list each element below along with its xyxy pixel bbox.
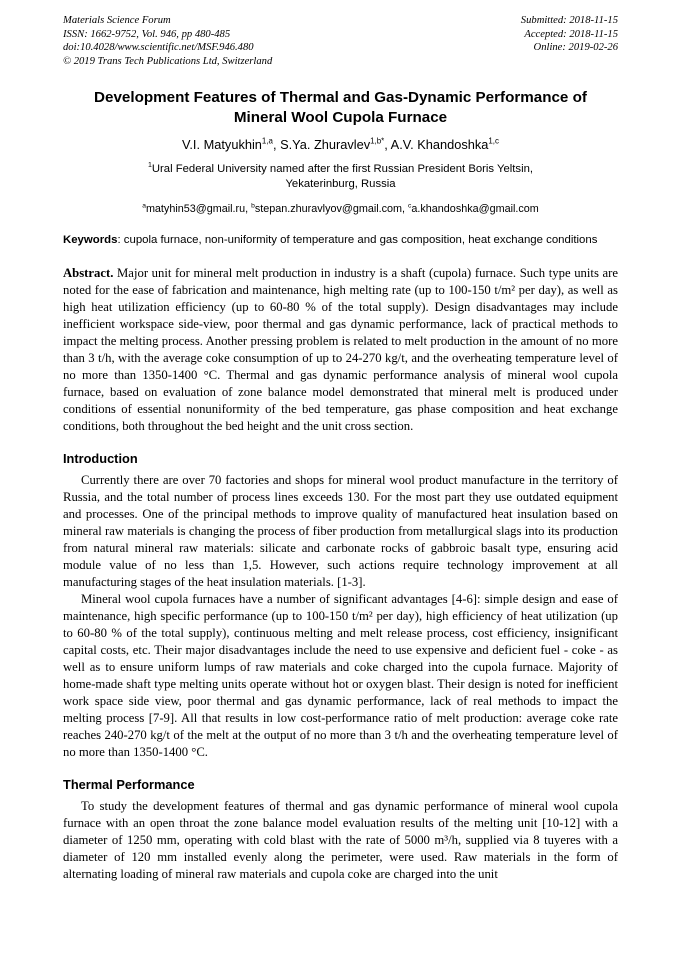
submission-dates	[521, 14, 618, 68]
emails-line	[63, 203, 618, 215]
email-a-address: matyhin53@gmail.ru	[145, 203, 246, 216]
journal-name: Materials Science Forum	[63, 15, 171, 26]
journal-copyright: © 2019 Trans Tech Publications Ltd, Switzerland	[63, 55, 273, 67]
journal-issn-volume: ISSN: 1662-9752, Vol. 946, pp 480-485	[63, 28, 231, 40]
author-2-separator: ,	[384, 137, 391, 153]
affiliation-sup: 1	[147, 162, 152, 170]
submitted-date: Submitted: 2018-11-15	[520, 15, 618, 26]
affiliation-text: Ural Federal University named after the first Russian President Boris Yeltsin, Yekaterinburg, Russia	[151, 163, 534, 191]
author-1-affiliation-sup: 1,a	[261, 137, 273, 147]
email-a-sup: a	[142, 202, 146, 210]
email-a-separator: ,	[245, 203, 252, 216]
author-3-name: A.V. Khandoshka	[390, 137, 489, 153]
email-b-separator: ,	[402, 203, 409, 216]
accepted-date: Accepted: 2018-11-15	[524, 28, 618, 40]
author-1	[182, 137, 280, 152]
abstract-label: Abstract.	[63, 265, 114, 280]
email-b	[251, 203, 408, 215]
abstract-text: Major unit for mineral melt production in industry is a shaft (cupola) furnace. Such type units are noted for the ease of fabrication and maintenance, high melting rate (up to 100-150 t/m² per day), as well as high heat utilization efficiency (up to 60-80 % of the total supply). Design disadvantages may include inefficient workspace side-view, poor thermal and gas dynamic performance, lack of practical methods to impact the melting process. Another pressing problem is related to melt production in the amount of no more than 3 t/h, with the average coke consumption of up to 24-270 kg/t, and the overheating temperature level of no more than 1350-1400 °C. Thermal and gas dynamic performance analysis of mineral wool cupola furnace, based on evaluation of zone balance model demonstrated that mineral melt is produced under conditions of essential nonuniformity of the bed temperature, gas phase composition and heat exchange conditions, both throughout the bed height and the unit cross section.	[63, 265, 619, 433]
email-b-sup: b	[251, 202, 255, 210]
journal-info	[63, 14, 272, 68]
section-heading-introduction: Introduction	[63, 450, 138, 466]
author-3-affiliation-sup: 1,c	[488, 137, 499, 147]
author-2-name: S.Ya. Zhuravlev	[280, 137, 371, 153]
journal-header	[63, 14, 618, 68]
abstract	[63, 265, 618, 435]
email-a	[142, 203, 251, 215]
author-3	[391, 137, 499, 152]
introduction-paragraph-1: Currently there are over 70 factories and shops for mineral wool product manufacture in the territory of Russia, and the total number of process lines exceeds 130. For the most part they use outdated equipment and processes. One of the principal methods to improve quality of manufactured heat insulation based on mineral raw materials is changing the process of fiber production from metallurgical slags into its production from natural mineral raw materials: silicate and carbonate rocks of gabbroic basalt type, ensuring acid module value of no less than 1,5. However, such actions require technology improvement at all manufacturing stages of the heat insulation materials. [1-3].	[63, 472, 618, 589]
introduction-paragraph-2: Mineral wool cupola furnaces have a number of significant advantages [4-6]: simple design and ease of maintenance, high specific performance (up to 100-150 t/m² per day), high efficiency of heat utilization (up to 60-80 % of the total supply), continuous melting and melt release process, cost efficiency, insignificant capital costs, etc. Their major disadvantages include the need to use expensive and deficient fuel - coke - as well as to ensure uniform lumps of raw materials and coke charged into the cupola furnace. Majority of home-made shaft type melting units operate without hot or oxygen blast. Their design is noted for inefficient work space side view, poor thermal and gas dynamic performance, lack of real methods to impact the melting process [7-9]. All that results in low cost-performance ratio of melt production: average coke rate reaches 240-270 kg/t of the melt at the output of no more than 3 t/h and the overheating temperature level of no more than 1350-1400 °C.	[63, 591, 618, 759]
affiliation	[121, 162, 561, 192]
journal-doi: doi:10.4028/www.scientific.net/MSF.946.480	[63, 42, 254, 54]
email-c-address: a.khandoshka@gmail.com	[411, 203, 539, 216]
section-heading-thermal-performance: Thermal Performance	[63, 776, 195, 792]
authors-line	[63, 137, 618, 152]
email-c-sup: c	[408, 202, 412, 210]
thermal-performance-paragraph-1: To study the development features of thermal and gas dynamic performance of mineral wool cupola furnace with an open throat the zone balance model evaluation results of the melting unit [10-12] with a diameter of 1250 mm, operating with cold blast with the rate of 5000 m³/h, supplied via 8 tuyeres with a diameter of 120 mm installed evenly along the perimeter, were used. Raw materials in the form of alternating loading of mineral raw materials and cupola coke are charged into the unit	[63, 798, 618, 881]
author-2	[280, 137, 391, 152]
paper-title: Development Features of Thermal and Gas-Dynamic Performance of Mineral Wool Cupola Furnace	[94, 89, 587, 127]
author-1-name: V.I. Matyukhin	[182, 137, 262, 153]
keywords-text: : cupola furnace, non-uniformity of temperature and gas composition, heat exchange conditions	[117, 234, 598, 247]
keywords-label: Keywords	[63, 234, 118, 247]
online-date: Online: 2019-02-26	[533, 42, 618, 54]
keywords-line	[63, 233, 618, 249]
author-2-affiliation-sup: 1,b*	[370, 137, 385, 147]
email-b-address: stepan.zhuravlyov@gmail.com	[254, 203, 403, 216]
email-c	[408, 203, 539, 215]
author-1-separator: ,	[272, 137, 281, 153]
